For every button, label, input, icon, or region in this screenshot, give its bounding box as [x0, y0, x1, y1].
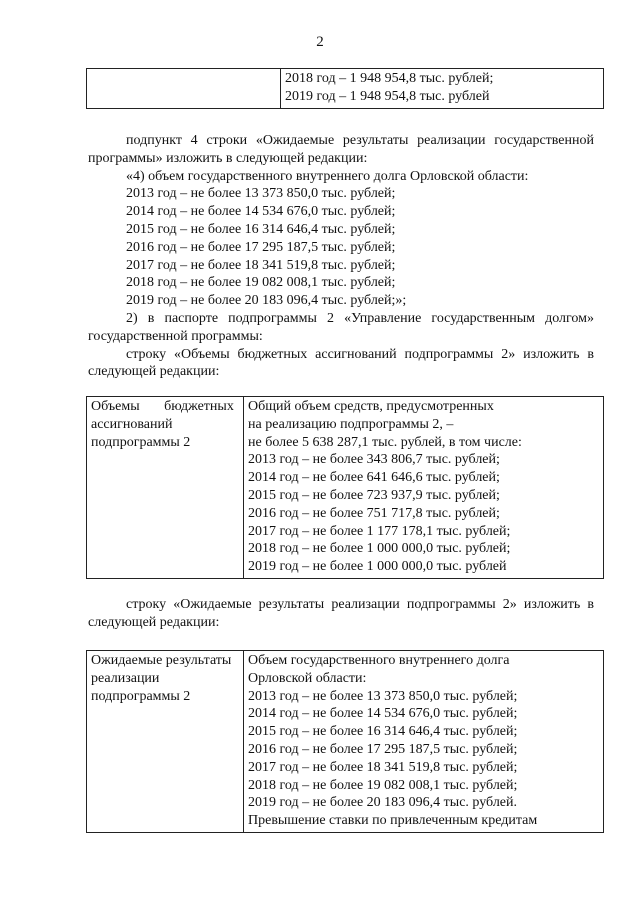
list-item: 2015 год – не более 16 314 646,4 тыс. рублей;: [126, 221, 396, 237]
list-item: 2016 год – не более 17 295 187,5 тыс. рублей;: [126, 239, 396, 255]
list-item: Орловской области:: [248, 670, 367, 686]
list-item: 2019 год – 1 948 954,8 тыс. рублей: [285, 88, 490, 104]
table-row: [87, 651, 604, 833]
left-cell-line: реализации: [91, 670, 160, 686]
list-item: 2019 год – не более 20 183 096,4 тыс. рублей;»;: [126, 293, 407, 309]
section-2: [88, 596, 594, 632]
row-instruction-paragraph: строку «Ожидаемые результаты реализации подпрограммы 2» изложить в следующей редакции:: [88, 597, 594, 630]
left-cell-line: Объемы бюджетных: [91, 399, 234, 414]
item-2-paragraph: 2) в паспорте подпрограммы 2 «Управление государственным долгом» государственной программы:: [88, 310, 594, 344]
budget-table: [86, 396, 604, 579]
list-item: 2013 год – не более 13 373 850,0 тыс. рублей;: [248, 688, 518, 704]
list-item: «4) объем государственного внутреннего долга Орловской области:: [126, 168, 529, 184]
table-left-cell: [87, 651, 244, 833]
list-item: 2013 год – не более 343 806,7 тыс. рублей;: [248, 452, 500, 468]
list-item: Объем государственного внутреннего долга: [248, 653, 510, 668]
table-left-cell: [87, 69, 281, 109]
left-cell-line: подпрограммы 2: [91, 688, 191, 704]
list-item: Превышение ставки по привлеченным кредитам: [248, 813, 538, 829]
list-item: 2014 год – не более 14 534 676,0 тыс. рублей;: [126, 204, 396, 220]
list-item: 2017 год – не более 18 341 519,8 тыс. рублей;: [126, 257, 396, 273]
list-item: 2018 год – не более 1 000 000,0 тыс. рублей;: [248, 541, 511, 557]
list-item: 2014 год – не более 641 646,6 тыс. рублей;: [248, 470, 500, 486]
table-row: [87, 397, 604, 579]
list-item: на реализацию подпрограммы 2, –: [248, 416, 454, 432]
list-item: 2016 год – не более 751 717,8 тыс. рублей;: [248, 505, 500, 521]
list-item: 2018 год – не более 19 082 008,1 тыс. рублей;: [126, 275, 396, 291]
list-item: 2016 год – не более 17 295 187,5 тыс. рублей;: [248, 741, 518, 757]
table-right-cell: [244, 651, 604, 833]
intro-paragraph: подпункт 4 строки «Ожидаемые результаты реализации государственной программы» изложить в следующей редакции:: [88, 133, 594, 166]
table-right-cell: [244, 397, 604, 579]
list-item: Общий объем средств, предусмотренных: [248, 399, 494, 414]
list-item: 2017 год – не более 18 341 519,8 тыс. рублей;: [248, 759, 518, 775]
list-item: не более 5 638 287,1 тыс. рублей, в том числе:: [248, 434, 522, 450]
list-item: 2018 год – 1 948 954,8 тыс. рублей;: [285, 71, 494, 86]
left-cell-line: подпрограммы 2: [91, 434, 191, 450]
list-item: 2015 год – не более 16 314 646,4 тыс. рублей;: [248, 724, 518, 740]
list-item: 2017 год – не более 1 177 178,1 тыс. рублей;: [248, 523, 511, 539]
continuation-table: [86, 68, 604, 109]
list-item: 2019 год – не более 1 000 000,0 тыс. рублей: [248, 559, 507, 575]
left-cell-line: ассигнований: [91, 416, 173, 432]
list-item: 2019 год – не более 20 183 096,4 тыс. рублей.: [248, 795, 518, 811]
results-table: [86, 650, 604, 833]
row-instruction-paragraph: строку «Объемы бюджетных ассигнований подпрограммы 2» изложить в следующей редакции:: [88, 346, 594, 380]
page-number: 2: [316, 34, 324, 50]
table-row: [87, 69, 604, 109]
left-cell-line: Ожидаемые результаты: [91, 653, 232, 668]
list-item: 2014 год – не более 14 534 676,0 тыс. рублей;: [248, 706, 518, 722]
list-item: 2018 год – не более 19 082 008,1 тыс. рублей;: [248, 777, 518, 793]
list-item: 2015 год – не более 723 937,9 тыс. рублей;: [248, 487, 500, 503]
list-item: 2013 год – не более 13 373 850,0 тыс. рублей;: [126, 186, 396, 202]
table-right-cell: [281, 69, 604, 109]
table-left-cell: [87, 397, 244, 579]
section-1: [88, 132, 594, 381]
